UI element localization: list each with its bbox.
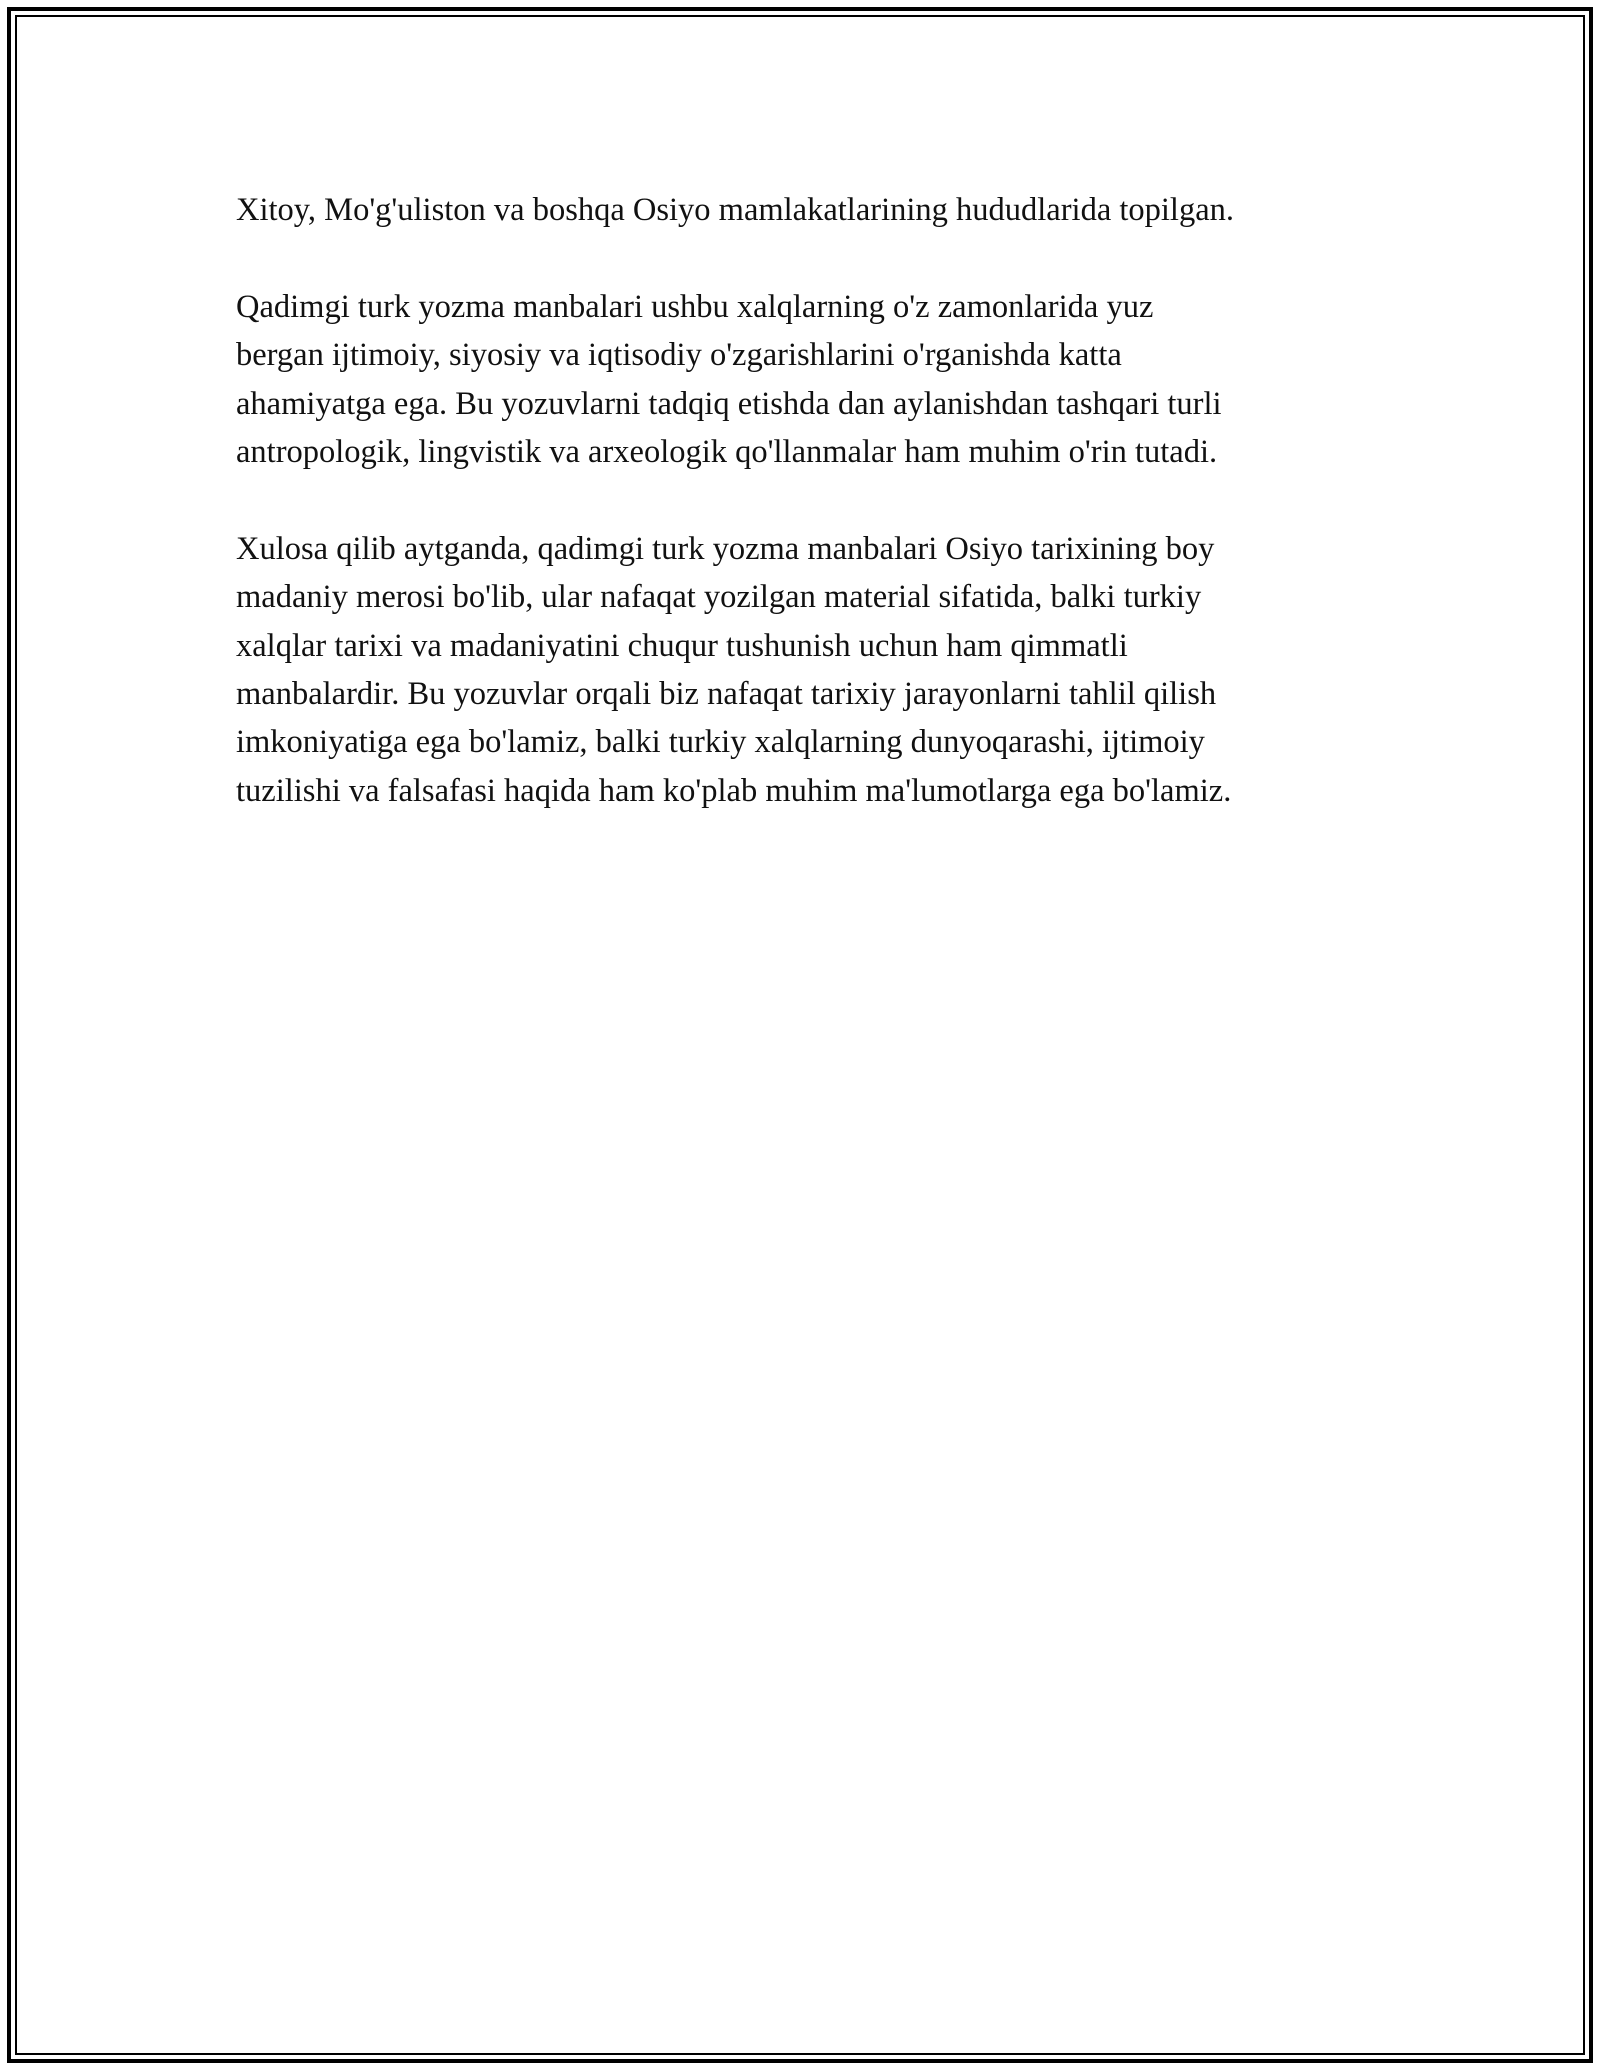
paragraph-line: bergan ijtimoiy, siyosiy va iqtisodiy o'zgarishlarini o'rganishda katta: [236, 337, 1122, 374]
paragraph-line: imkoniyatiga ega bo'lamiz, balki turkiy xalqlarning dunyoqarashi, ijtimoiy: [236, 724, 1205, 761]
paragraph-line: Xitoy, Mo'g'uliston va boshqa Osiyo mamlakatlarining hududlarida topilgan.: [236, 192, 1235, 228]
paragraph-line: madaniy merosi bo'lib, ular nafaqat yozilgan material sifatida, balki turkiy: [236, 579, 1202, 616]
paragraph-line: antropologik, lingvistik va arxeologik qo'llanmalar ham muhim o'rin tutadi.: [236, 434, 1218, 471]
paragraph-line: ahamiyatga ega. Bu yozuvlarni tadqiq etishda dan aylanishdan tashqari turli: [236, 385, 1222, 422]
document-body: [236, 186, 1386, 864]
paragraph-3: [236, 525, 1386, 815]
paragraph-2: [236, 283, 1386, 477]
paragraph-1: [236, 186, 1386, 234]
paragraph-line: Xulosa qilib aytganda, qadimgi turk yozma manbalari Osiyo tarixining boy: [236, 530, 1215, 567]
paragraph-line: xalqlar tarixi va madaniyatini chuqur tushunish uchun ham qimmatli: [236, 627, 1128, 664]
paragraph-line: tuzilishi va falsafasi haqida ham ko'plab muhim ma'lumotlarga ega bo'lamiz.: [236, 772, 1232, 809]
paragraph-line: manbalardir. Bu yozuvlar orqali biz nafaqat tarixiy jarayonlarni tahlil qilish: [236, 676, 1217, 713]
paragraph-line: Qadimgi turk yozma manbalari ushbu xalqlarning o'z zamonlarida yuz: [236, 288, 1154, 325]
